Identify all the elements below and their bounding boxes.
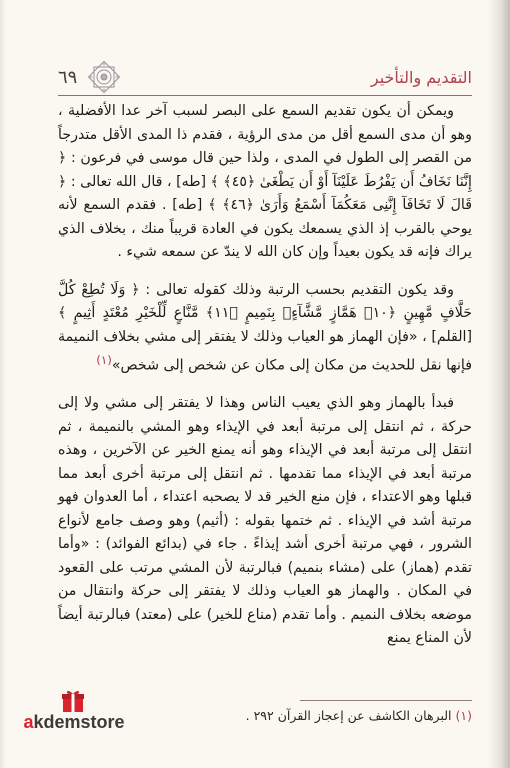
header-left — [58, 60, 121, 94]
footnote-text: البرهان الكاشف عن إعجاز القرآن ٢٩٢ . — [245, 708, 452, 723]
store-name-rest: kdemstore — [33, 712, 125, 732]
header-rule — [58, 95, 472, 96]
chapter-title: التقديم والتأخير — [370, 67, 472, 87]
footnote — [120, 708, 472, 723]
footnote-marker: (١) — [455, 708, 472, 723]
page-header — [58, 60, 472, 94]
gift-box-icon — [60, 688, 86, 714]
paragraph-2 — [58, 279, 472, 379]
page-edge-shadow — [0, 0, 6, 768]
paragraph-2-text: وقد يكون التقديم بحسب الرتبة وذلك كقوله تعالى : ﴿ وَلَا تُطِعْ كُلَّ حَلَّافٍ مَّهِينٍ ﴿١٠﴾ هَمَّازٍ مَّشَّآءٍۭ بِنَمِيمٍ ﴿١١﴾ مَّنَّاعٍ لِّلْخَيْرِ مُعْتَدٍ أَثِيمٍ ﴾ [القلم] ، «فإن الهماز هو العياب وذلك لا يفتقر إلى مشي بخلاف النميمة فإنها نقل للحديث من مكان إلى مكان عن شخص إلى شخص» — [58, 281, 472, 374]
page-number: ٦٩ — [58, 66, 78, 88]
store-watermark-logo — [14, 688, 134, 736]
ornament-icon — [87, 60, 121, 94]
binding-shadow — [488, 0, 510, 768]
page-body — [58, 100, 472, 663]
paragraph-3: فبدأ بالهماز وهو الذي يعيب الناس وهذا لا يفتقر إلى مشي ولا إلى حركة ، ثم انتقل إلى مرتبة أبعد في الإيذاء وهو المشي بالنميمة ، ثم انتقل إلى مرتبة أبعد في الإيذاء وهو أنه يمنع الخير عن الآخرين ، وهذه مرتبة أبعد في الإيذاء مما تقدمها . ثم انتقل إلى مرتبة أخرى أبعد مما قبلها وهو الاعتداء ، فإن منع الخير قد لا يصحبه اعتداء ، أما العدوان فهو مرتبة أشد في الإيذاء . ثم ختمها بقوله : (أثيم) وهو وصف جامع لأنواع الشرور ، فهي مرتبة أخرى أشد إيذاءً . جاء في (بدائع الفوائد) : «وأما تقدم (هماز) على (مشاء بنميم) فبالرتبة لأن المشي مرتب على القعود في المكان . والهماز هو العياب وذلك لا يفتقر إلى حركة وانتقال من موضعه بخلاف النميم . وأما تقدم (مناع للخير) على (معتد) فبالرتبة أيضاً لأن المناع يمنع — [58, 395, 472, 647]
store-name — [14, 712, 134, 733]
footnote-rule — [300, 700, 472, 701]
store-name-prefix: a — [23, 712, 34, 732]
footnote-reference: (١) — [96, 353, 112, 367]
paragraph-1: ويمكن أن يكون تقديم السمع على البصر لسبب آخر عدا الأفضلية ، وهو أن مدى السمع أقل من مدى الرؤية ، فقدم ذا المدى الأقل متدرجاً من القصر إلى الطول في المدى ، ولذا حين قال موسى في فرعون : ﴿ إِنَّنَا نَخَافُ أَن يَفْرُطَ عَلَيْنَآ أَوْ أَن يَطْغَىٰ ﴿٤٥﴾ ﴾ [طه] ، قال الله تعالى : ﴿ قَالَ لَا تَخَافَآ إِنَّنِى مَعَكُمَآ أَسْمَعُ وَأَرَىٰ ﴿٤٦﴾ ﴾ [طه] . فقدم السمع لأنه يوحي بالقرب إذ الذي يسمعك يكون في العادة قريباً منك ، بخلاف الذي يراك فإنه قد يكون بعيداً وإن كان الله لا يندّ عن سمعه شيء . — [58, 103, 473, 260]
